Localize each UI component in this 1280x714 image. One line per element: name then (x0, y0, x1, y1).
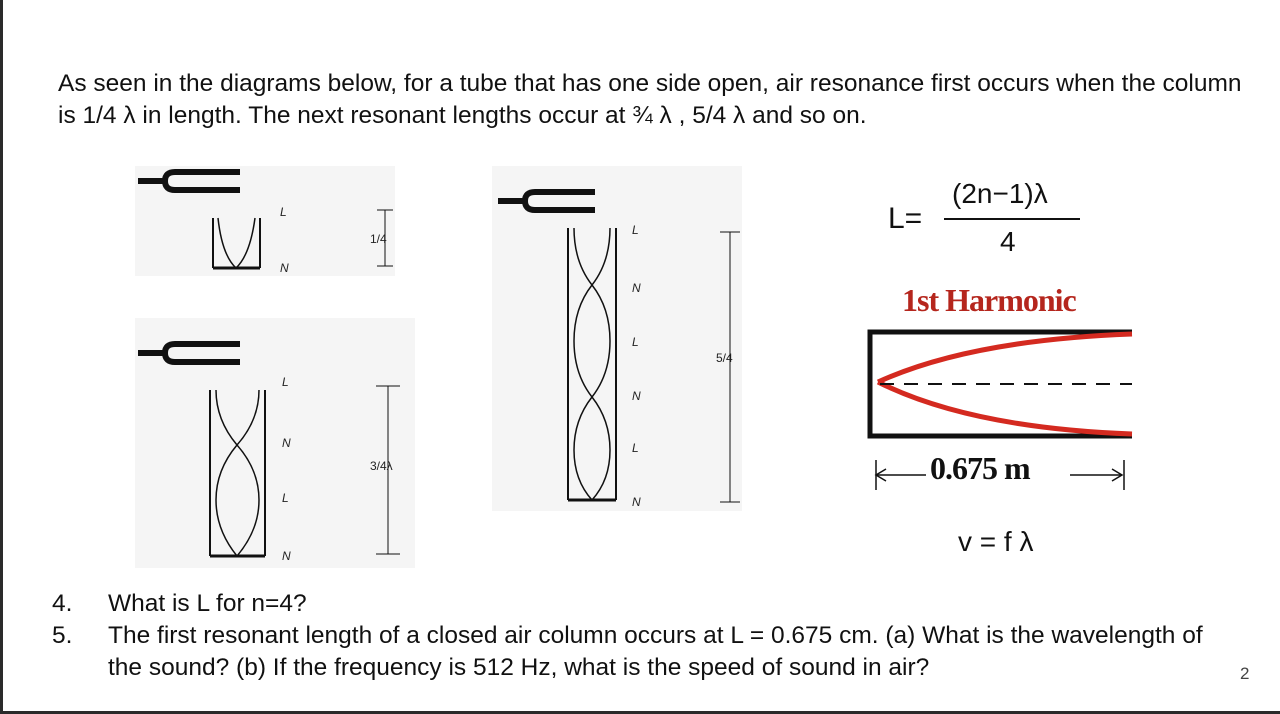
length-label: 5/4 (716, 351, 733, 365)
slide-frame-left (0, 0, 3, 714)
node-label: L (282, 491, 289, 505)
tuning-fork-icon (498, 192, 595, 210)
tuning-fork-icon (138, 344, 240, 362)
fraction-bar (944, 218, 1080, 220)
tuning-fork-icon (138, 172, 240, 190)
length-label: 3/4λ (370, 459, 393, 473)
question-item (52, 588, 1222, 620)
tube-icon (210, 390, 265, 556)
quarter-wave-diagram (130, 160, 410, 280)
node-label: N (632, 495, 641, 509)
question-text: What is L for n=4? (108, 590, 307, 617)
formula-numerator: (2n−1)λ (952, 178, 1048, 209)
tube-icon (213, 218, 260, 268)
node-label: L (632, 223, 639, 237)
question-number: 4. (52, 590, 73, 617)
formula-lhs: L= (888, 202, 923, 235)
harmonic-title: 1st Harmonic (902, 282, 1076, 318)
five-quarter-wave-diagram (490, 160, 750, 510)
node-label: N (632, 281, 641, 295)
wave-equation: v = f λ (958, 526, 1034, 557)
node-label: L (282, 375, 289, 389)
node-label: L (632, 335, 639, 349)
question-list (52, 588, 1222, 684)
formula-denominator: 4 (1000, 226, 1016, 257)
tube-icon (568, 228, 616, 500)
node-label: L (280, 205, 287, 219)
question-text: The first resonant length of a closed air column occurs at L = 0.675 cm. (a) What is the wavelength of the sound? (b) If the frequency is 512 Hz, what is the speed of sound in air? (108, 622, 1203, 681)
length-label: 1/4 (370, 232, 387, 246)
page-number: 2 (1240, 664, 1250, 683)
node-label: N (282, 436, 291, 450)
question-number: 5. (52, 622, 73, 649)
resonance-formula (880, 174, 1090, 270)
tube-length-measurement: 0.675 m (930, 450, 1030, 486)
node-label: N (282, 549, 291, 563)
intro-paragraph: As seen in the diagrams below, for a tube that has one side open, air resonance first occurs when the column is 1/4 λ in length. The next resonant lengths occur at ¾ λ , 5/4 λ and so on. (58, 70, 1242, 129)
question-item (52, 620, 1222, 684)
node-label: L (632, 441, 639, 455)
node-label: N (632, 389, 641, 403)
node-label: N (280, 261, 289, 275)
three-quarter-wave-diagram (130, 330, 420, 570)
